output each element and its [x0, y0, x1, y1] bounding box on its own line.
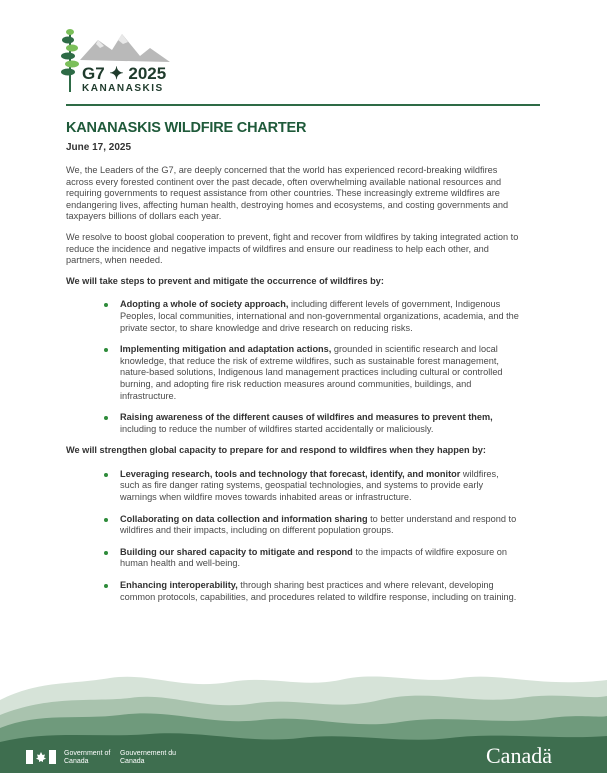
government-of-canada-text: Government of Canada — [64, 750, 111, 765]
document-body — [66, 165, 526, 613]
logo-kananaskis: KANANASKIS — [82, 83, 164, 94]
document-title: KANANASKIS WILDFIRE CHARTER — [66, 120, 307, 136]
list-item-bold: Raising awareness of the different causes of wildfires and measures to prevent them, — [120, 412, 493, 423]
list-item-bold: Collaborating on data collection and information sharing — [120, 513, 368, 524]
list-item — [120, 580, 526, 603]
list-item-bold: Leveraging research, tools and technology that forecast, identify, and monitor — [120, 468, 461, 479]
section-1-list — [66, 299, 526, 435]
section-2-heading: We will strengthen global capacity to prepare for and respond to wildfires when they happen by: — [66, 445, 486, 456]
list-item-text: through sharing best practices and where relevant, developing common protocols, capabilities, and procedures related to wildfire response, including on training. — [120, 580, 517, 602]
logo-g7-year: G7 ✦ 2025 — [82, 64, 167, 83]
list-item-text: to the impacts of wildfire exposure on human health and well-being. — [120, 546, 508, 569]
section-2-list — [66, 469, 526, 603]
list-item — [120, 299, 526, 334]
list-item-text: including different levels of government, Indigenous Peoples, local communities, international and non-governmental organizations, academia, and the private sector, to share knowledge and drive research on reducing risks. — [120, 299, 519, 333]
list-item-bold: Building our shared capacity to mitigate and respond — [120, 546, 353, 557]
mountain-icon — [80, 34, 170, 62]
list-item-bold: Enhancing interoperability, — [120, 580, 238, 591]
canada-wordmark: Canadä — [486, 743, 552, 768]
list-item — [120, 547, 526, 570]
gouvernement-du-canada-text: Gouvernement du Canada — [120, 750, 177, 765]
header-divider — [66, 104, 540, 106]
list-item-bold: Adopting a whole of society approach, — [120, 299, 289, 310]
pine-tree-icon — [61, 29, 79, 92]
list-item — [120, 469, 526, 504]
list-item — [120, 412, 526, 435]
list-item-text: wildfires, such as fire danger rating systems, geospatial technologies, and systems to provide early warnings when wildfire moves towards inhabited areas or infrastructure. — [120, 468, 499, 503]
section-1-heading: We will take steps to prevent and mitigate the occurrence of wildfires by: — [66, 275, 384, 286]
list-item — [120, 344, 526, 402]
intro-paragraph-2: We resolve to boost global cooperation to prevent, fight and recover from wildfires by taking integrated action to reduce the incidence and negative impacts of wildfires and ensure our readiness to help each other, and partners, when needed. — [66, 231, 519, 266]
g7-logo — [60, 20, 180, 98]
list-item — [120, 514, 526, 537]
list-item-text: to better understand and respond to wildfires and their impacts, including on different population groups. — [120, 513, 517, 536]
intro-paragraph-1: We, the Leaders of the G7, are deeply concerned that the world has experienced record-breaking wildfires across every forested continent over the past decade, often overwhelming available national resources and requiring governments to request assistance from other countries. These increasingly extreme wildfires are endangering lives, affecting human health, destroying homes and ecosystems, and costing governments and taxpayers billions of dollars each year. — [66, 165, 509, 222]
list-item-bold: Implementing mitigation and adaptation actions, — [120, 344, 332, 355]
document-date: June 17, 2025 — [66, 142, 132, 153]
list-item-text: including to reduce the number of wildfires started accidentally or maliciously. — [120, 423, 434, 434]
canada-flag-icon — [26, 750, 56, 764]
list-item-text: grounded in scientific research and local knowledge, that reduce the risk of extreme wildfires, such as sustainable forest management, nature-based solutions, Indigenous land management practices including cultural or controlled burning, and adopting fire risk reduction measures around communities, buildings, and infrastructure. — [120, 344, 503, 401]
